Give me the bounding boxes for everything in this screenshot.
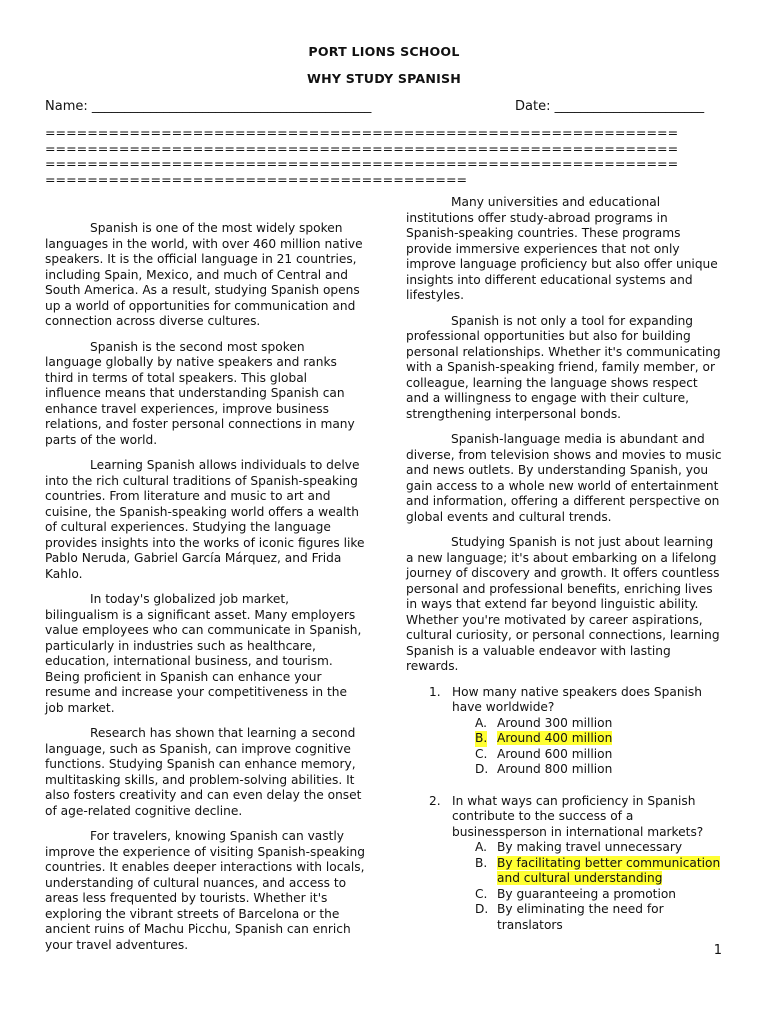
question-text: How many native speakers does Spanish have worldwide?: [452, 684, 703, 714]
school-name: PORT LIONS SCHOOL: [308, 44, 460, 59]
answer-options: [452, 840, 724, 933]
paragraph: Spanish-language media is abundant and diverse, from television shows and movies to music and news outlets. By understanding Spanish, you gain access to a whole new world of entertainment and information, offering a different perspective on global events and cultural trends.: [406, 432, 722, 524]
paragraph: Spanish is one of the most widely spoken languages in the world, with over 460 million native speakers. It is the official language in 21 countries, including Spain, Mexico, and much of Central and South America. As a result, studying Spanish opens up a world of opportunities for communication and connection across diverse cultures.: [45, 221, 363, 328]
paragraph: In today's globalized job market, bilingualism is a significant asset. Many employers value employees who can communicate in Spanish, particularly in industries such as healthcare, education, international business, and tourism. Being proficient in Spanish can enhance your resume and increase your competitiveness in the job market.: [45, 592, 362, 715]
answer-option[interactable]: [452, 840, 724, 856]
option-letter: C.: [475, 746, 488, 761]
option-text: Around 800 million: [497, 762, 613, 776]
paragraph: For travelers, knowing Spanish can vastly improve the experience of visiting Spanish-speaking countries. It enables deeper interactions with locals, understanding of cultural nuances, and access to areas less frequented by tourists. Whether it's exploring the vibrant streets of Barcelona or the ancient ruins of Machu Picchu, Spanish can enrich your travel adventures.: [45, 829, 366, 952]
option-text: Around 600 million: [497, 746, 613, 761]
question-item: [406, 794, 724, 934]
answer-option-selected[interactable]: [452, 731, 724, 747]
question-item: [406, 685, 724, 778]
option-letter: B.: [475, 855, 488, 870]
option-letter: A.: [475, 840, 487, 854]
question-list: [406, 685, 724, 934]
option-text-highlighted: By facilitating better communication and cultural understanding: [497, 855, 721, 885]
name-field[interactable]: Name: ___________________________________________: [45, 99, 372, 114]
answer-option[interactable]: [452, 902, 724, 933]
paragraph: Research has shown that learning a second language, such as Spanish, can improve cognitive functions. Studying Spanish can enhance memory, multitasking skills, and problem-solving abilities. It also fosters creativity and can even delay the onset of age-related cognitive decline.: [45, 726, 362, 818]
question-text: In what ways can proficiency in Spanish contribute to the success of a businessperson in international markets?: [452, 793, 704, 839]
option-letter: D.: [475, 762, 489, 776]
answer-option[interactable]: [452, 716, 724, 732]
question-number: 1.: [429, 684, 441, 699]
answer-option-selected[interactable]: [452, 856, 724, 887]
paragraph: Spanish is not only a tool for expanding professional opportunities but also for building personal relationships. Whether it's communicating with a Spanish-speaking friend, family member, or colleague, learning the language shows respect and a willingness to engage with their culture, strengthening interpersonal bonds.: [406, 313, 721, 421]
paragraph: Spanish is the second most spoken language globally by native speakers and ranks third in terms of total speakers. This global influence means that understanding Spanish can enhance travel experiences, improve business relations, and foster personal connections in many parts of the world.: [45, 339, 355, 447]
option-letter: B.: [475, 731, 488, 745]
answer-option[interactable]: [452, 747, 724, 763]
document-title: WHY STUDY SPANISH: [307, 71, 461, 86]
answer-option[interactable]: [452, 762, 724, 778]
option-letter: D.: [475, 902, 489, 916]
left-column: [45, 221, 365, 963]
option-letter: C.: [475, 886, 488, 901]
answer-options: [452, 716, 724, 778]
page-number: 1: [713, 943, 722, 958]
option-text-highlighted: Around 400 million: [497, 731, 613, 745]
question-number: 2.: [429, 793, 441, 808]
option-text: By guaranteeing a promotion: [497, 886, 677, 901]
paragraph: Many universities and educational institutions offer study-abroad programs in Spanish-speaking countries. These programs provide immersive experiences that not only improve language proficiency but also offer unique insights into different educational systems and lifestyles.: [406, 195, 718, 302]
date-field[interactable]: Date: _______________________: [515, 99, 705, 114]
option-letter: A.: [475, 715, 487, 730]
option-text: By eliminating the need for translators: [497, 902, 664, 932]
paragraph: Learning Spanish allows individuals to delve into the rich cultural traditions of Spanish-speaking countries. From literature and music to art and cuisine, the Spanish-speaking world offers a wealth of cultural experiences. Studying the language provides insights into the works of iconic figures like Pablo Neruda, Gabriel García Márquez, and Frida Kahlo.: [45, 458, 365, 581]
separator-rule: ============================================================ ============================================================ ============================================================ ========================================: [45, 125, 679, 187]
answer-option[interactable]: [452, 887, 724, 903]
option-text: Around 300 million: [497, 715, 613, 730]
paragraph: Studying Spanish is not just about learning a new language; it's about embarking on a lifelong journey of discovery and growth. It offers countless personal and professional benefits, enriching lives in ways that extend far beyond linguistic ability. Whether you're motivated by career aspirations, cultural curiosity, or personal connections, learning Spanish is a valuable endeavor with lasting rewards.: [406, 535, 720, 673]
right-column: [406, 195, 724, 949]
option-text: By making travel unnecessary: [497, 840, 683, 854]
